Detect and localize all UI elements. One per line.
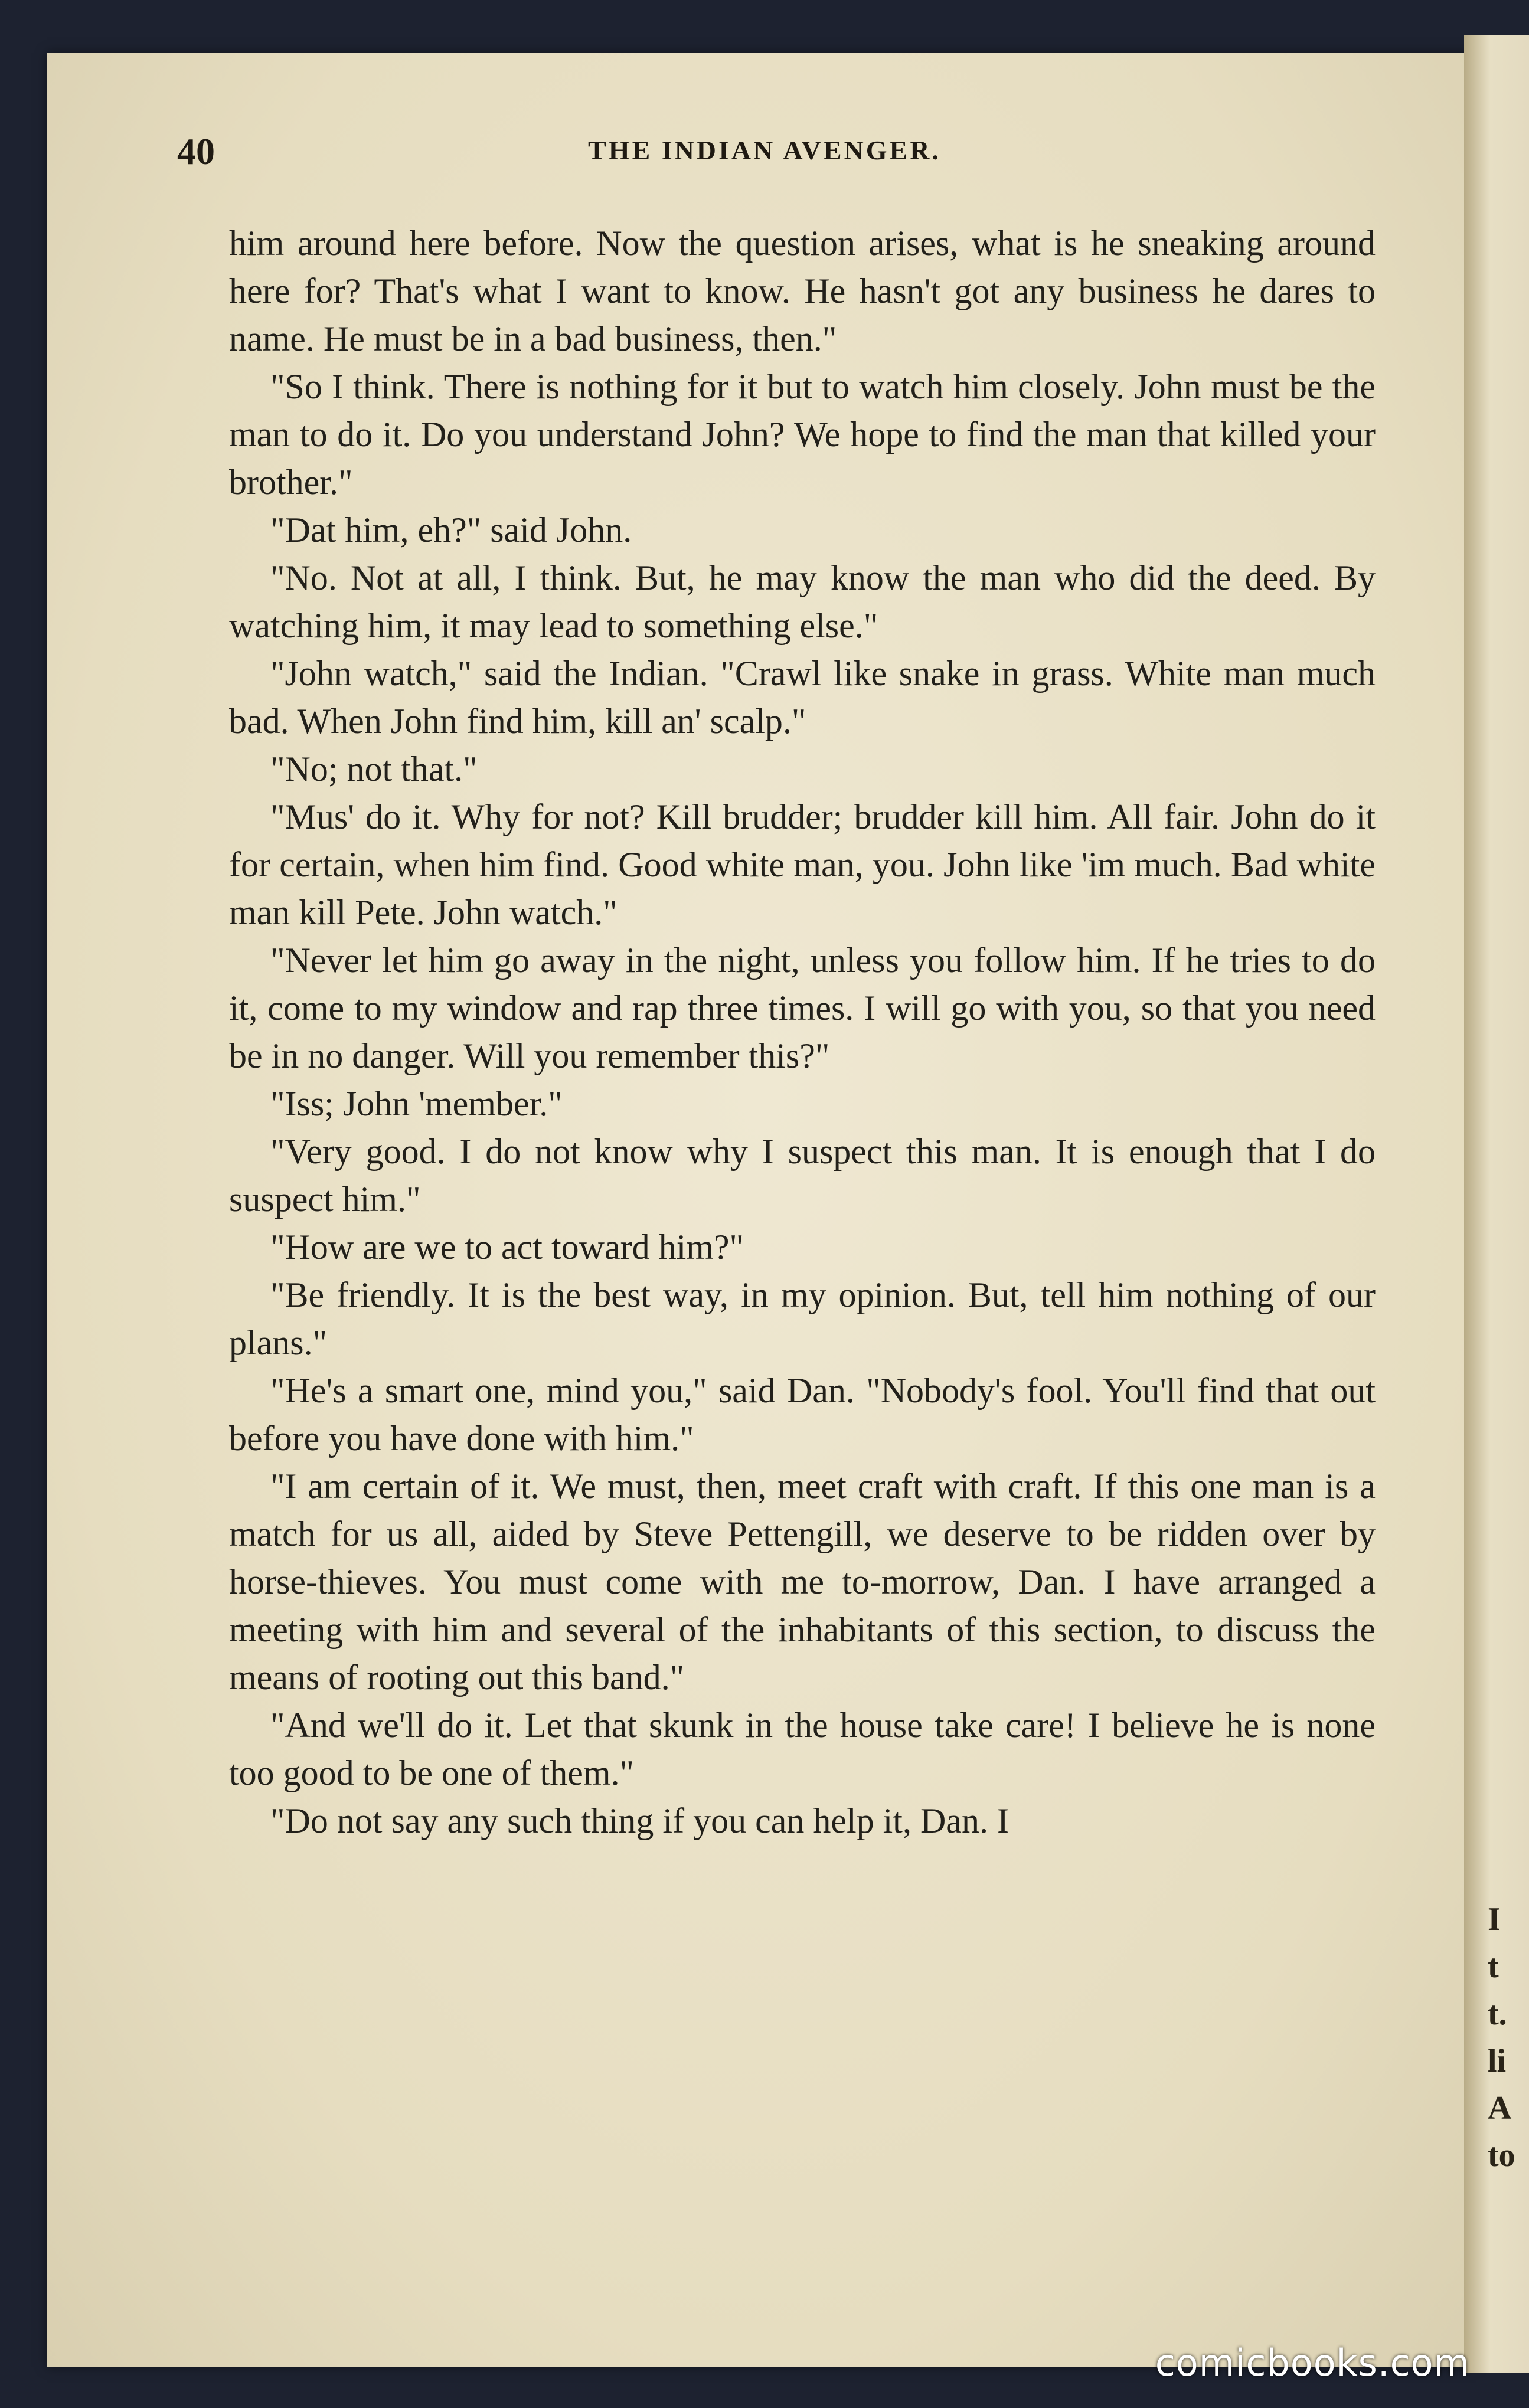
body-text: [229, 220, 1376, 1845]
paragraph: "Very good. I do not know why I suspect this man. It is enough that I do suspect him.": [229, 1132, 1376, 1219]
adjacent-page-fragment: I: [1488, 1901, 1501, 1938]
adjacent-page-fragment: to: [1488, 2137, 1515, 2174]
page-header: [177, 130, 1352, 177]
paragraph: "How are we to act toward him?": [270, 1228, 744, 1267]
paragraph: "So I think. There is nothing for it but to watch him closely. John must be the man to do it. Do you understand John? We hope to find the man that killed your brother.": [229, 367, 1376, 502]
adjacent-page-fragment: t: [1488, 1948, 1499, 1985]
paragraph: "Iss; John 'member.": [270, 1084, 563, 1123]
watermark: comicbooks.com: [1155, 2341, 1470, 2384]
adjacent-page-edge: [1464, 35, 1529, 2373]
paragraph: "He's a smart one, mind you," said Dan. "Nobody's fool. You'll find that out before you have done with him.": [229, 1371, 1376, 1458]
paragraph: "Mus' do it. Why for not? Kill brudder; brudder kill him. All fair. John do it for certain, when him find. Good white man, you. John like 'im much. Bad white man kill Pete. John watch.": [229, 797, 1376, 932]
paragraph: "I am certain of it. We must, then, meet craft with craft. If this one man is a match for us all, aided by Steve Pettengill, we deserve to be ridden over by horse-thieves. You must come with me to-morrow, Dan. I have arranged a meeting with him and several of the inhabitants of this section, to discuss the means of rooting out this band.": [229, 1467, 1376, 1697]
paragraph: "Be friendly. It is the best way, in my opinion. But, tell him nothing of our plans.": [229, 1275, 1376, 1362]
paragraph: "Dat him, eh?" said John.: [270, 511, 632, 549]
paragraph: "No; not that.": [270, 750, 478, 789]
adjacent-page-fragment: t.: [1488, 1995, 1507, 2032]
running-title: THE INDIAN AVENGER.: [588, 135, 941, 165]
paragraph: "No. Not at all, I think. But, he may know the man who did the deed. By watching him, it may lead to something else.": [229, 558, 1376, 645]
page-number: 40: [177, 130, 215, 172]
paragraph: "Never let him go away in the night, unless you follow him. If he tries to do it, come to my window and rap three times. I will go with you, so that you need be in no danger. Will you remember this?": [229, 941, 1376, 1075]
paragraph: "Do not say any such thing if you can help it, Dan. I: [270, 1801, 1009, 1840]
paragraph: him around here before. Now the question arises, what is he sneaking around here for? That's what I want to know. He hasn't got any business he dares to name. He must be in a bad business, then.": [229, 224, 1376, 358]
paragraph: "John watch," said the Indian. "Crawl like snake in grass. White man much bad. When John find him, kill an' scalp.": [229, 654, 1376, 741]
adjacent-page-fragment: A: [1488, 2090, 1512, 2126]
paragraph: "And we'll do it. Let that skunk in the house take care! I believe he is none too good to be one of them.": [229, 1706, 1376, 1792]
adjacent-page-fragment: li: [1488, 2043, 1507, 2079]
